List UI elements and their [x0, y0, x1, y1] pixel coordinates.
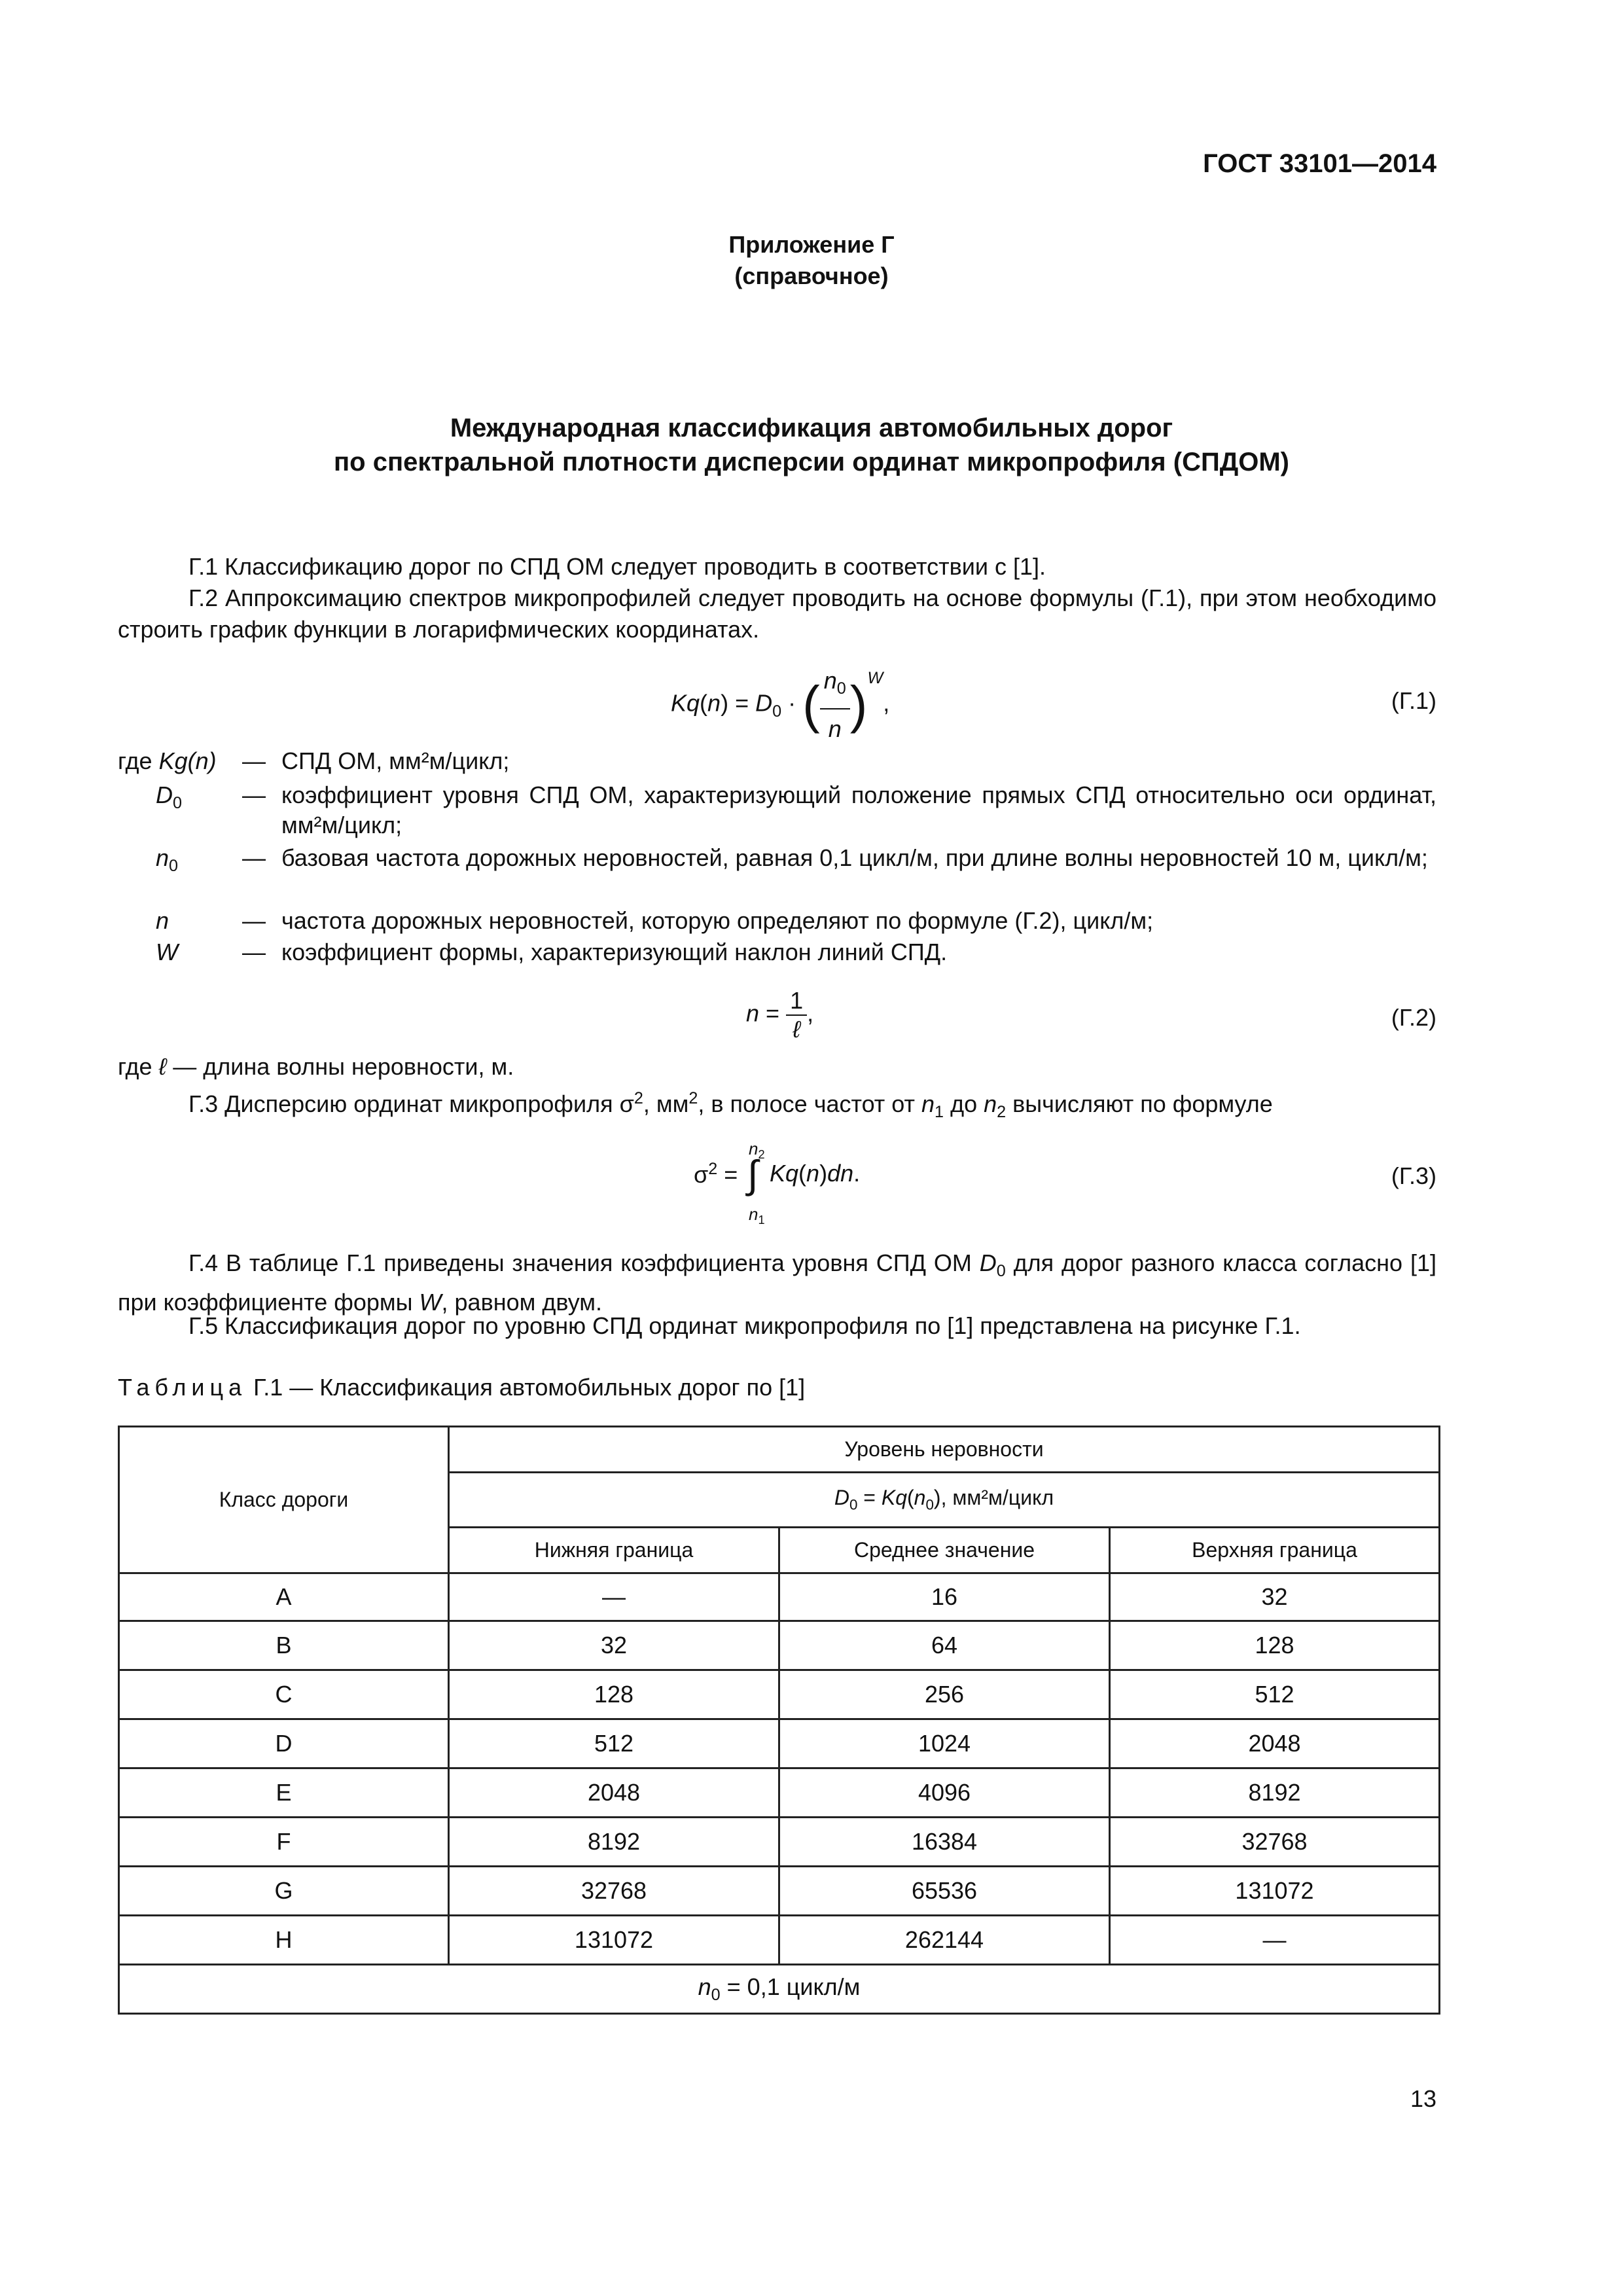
- definition-kg: СПД ОМ, мм²м/цикл;: [281, 747, 510, 774]
- definition-n: частота дорожных неровностей, которую определяют по формуле (Г.2), цикл/м;: [281, 907, 1154, 934]
- symbol-d0: $D_0$: [156, 781, 183, 813]
- table-caption: Таблица Г.1 — Классификация автомобильных дорог по [1]: [118, 1374, 806, 1401]
- symbol-w: W: [156, 939, 178, 965]
- header-road-class: Класс дороги: [119, 1427, 449, 1573]
- header-unevenness-level: Уровень неровности: [449, 1427, 1440, 1473]
- header-d0-formula: $D_0 = Kq(n_0)$, мм²м/цикл: [449, 1473, 1440, 1528]
- standard-number: ГОСТ 33101—2014: [1203, 149, 1436, 178]
- page-title-line2: по спектральной плотности дисперсии ординат микропрофиля (СПДОМ): [334, 448, 1289, 476]
- table-row: D 512 1024 2048: [119, 1719, 1440, 1768]
- table-footer: $n_0 = 0,1$ цикл/м: [119, 1965, 1440, 2014]
- table-row: B 32 64 128: [119, 1621, 1440, 1670]
- where-label: где: [118, 747, 152, 774]
- table-row: H 131072 262144 —: [119, 1916, 1440, 1965]
- header-upper-bound: Верхняя граница: [1110, 1528, 1440, 1573]
- symbol-n0: $n_0$: [156, 844, 179, 876]
- paragraph-g5: Г.5 Классификация дорог по уровню СПД ординат микропрофиля по [1] представлена на рисунке Г.1.: [188, 1312, 1301, 1339]
- header-mean-value: Среднее значение: [779, 1528, 1110, 1573]
- page-number: 13: [1410, 2085, 1436, 2112]
- paragraph-g2: Г.2 Аппроксимацию спектров микропрофилей следует проводить на основе формулы (Г.1), при этом необходимо строить график функции в логарифмических координатах.: [118, 584, 1436, 643]
- definition-n0: базовая частота дорожных неровностей, равная 0,1 цикл/м, при длине волны неровностей 10 м, цикл/м;: [281, 844, 1428, 871]
- paragraph-g1: Г.1 Классификацию дорог по СПД ОМ следует проводить в соответствии с [1].: [188, 553, 1046, 580]
- classification-table: [118, 1426, 1440, 2015]
- appendix-subtitle: (справочное): [734, 262, 889, 289]
- table-row: E 2048 4096 8192: [119, 1768, 1440, 1818]
- paragraph-g3: Г.3 Дисперсию ординат микропрофиля $\sigma^2$, $мм^2$, в полосе частот от $n_1$ до $n_2$ вычисляют по формуле: [188, 1089, 1273, 1122]
- paragraph-g4: Г.4 В таблице Г.1 приведены значения коэффициента уровня СПД ОМ $D_0$ для дорог разного класса согласно [1] при коэффициенте формы W, равном двум.: [118, 1249, 1436, 1316]
- wavelength-definition: где ℓ — длина волны неровности, м.: [118, 1053, 514, 1080]
- table-row: A — 16 32: [119, 1573, 1440, 1621]
- formula-g3: $\sigma^2$ = $n_2$ ∫ $n_1$ Kq(n)dn.: [694, 1139, 861, 1227]
- appendix-title: Приложение Г: [728, 231, 895, 258]
- formula-g1-number: (Г.1): [1391, 687, 1436, 714]
- symbol-n: n: [156, 907, 169, 934]
- header-lower-bound: Нижняя граница: [449, 1528, 779, 1573]
- formula-g3-number: (Г.3): [1391, 1162, 1436, 1189]
- formula-g2: n = $\frac{1}{\text{ℓ}}$ ,: [746, 987, 814, 1043]
- page-title-line1: Международная классификация автомобильных дорог: [450, 414, 1173, 442]
- definition-w: коэффициент формы, характеризующий наклон линий СПД.: [281, 939, 948, 965]
- table-footer-row: [119, 1965, 1440, 2014]
- symbol-kg: Kg(n): [158, 747, 217, 774]
- formula-g2-number: (Г.2): [1391, 1004, 1436, 1031]
- table-row: F 8192 16384 32768: [119, 1818, 1440, 1867]
- definition-d0: коэффициент уровня СПД ОМ, характеризующий положение прямых СПД относительно оси ординат, мм²м/цикл;: [281, 781, 1436, 838]
- table-row: G 32768 65536 131072: [119, 1867, 1440, 1916]
- formula-g1: $Kq(n) = D_0$ · ( $\frac{n_0}{n}$ )$^W$,: [671, 661, 889, 749]
- table-row: C 128 256 512: [119, 1670, 1440, 1719]
